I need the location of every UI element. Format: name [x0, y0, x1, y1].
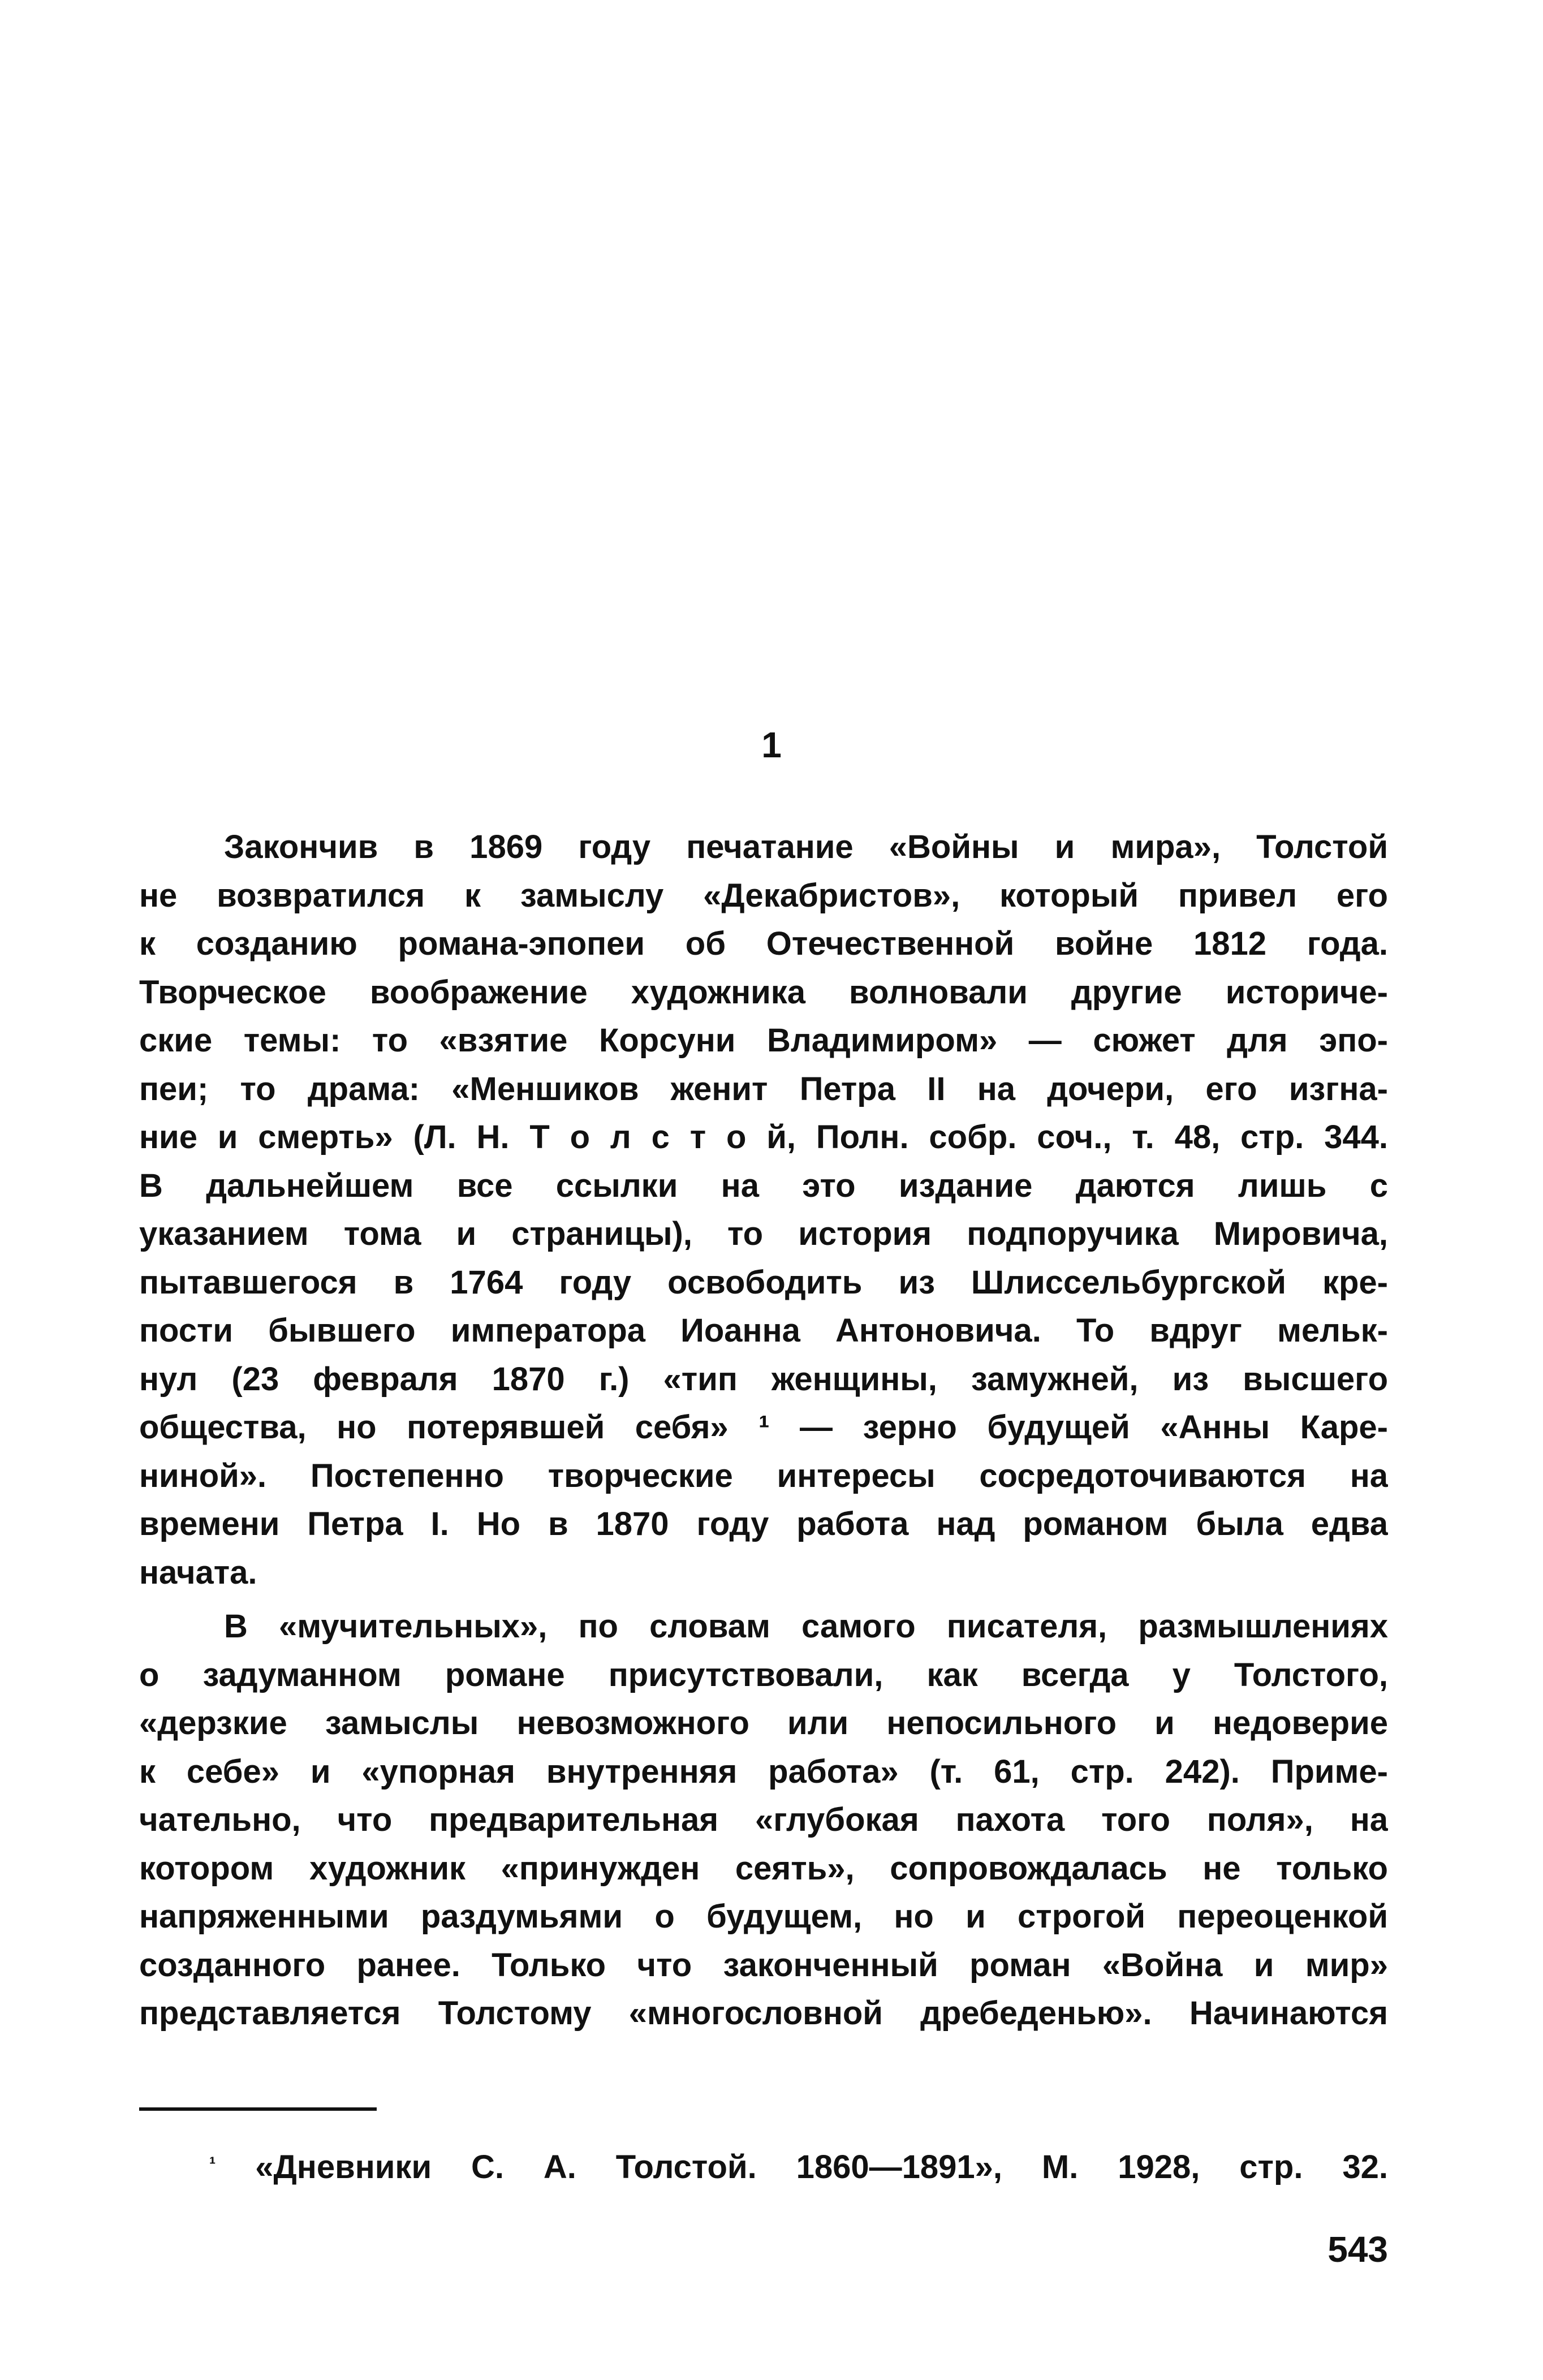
chapter-number: 1 [761, 725, 782, 765]
footnote-text: «Дневники С. А. Толстой. 1860—1891», М. 1928, стр. 32. [255, 2149, 1388, 2185]
paragraph-2-line: «дерзкие замыслы невозможного или непосильного и недоверие [139, 1705, 1388, 1741]
paragraph-2-line: котором художник «принужден сеять», сопровождалась не только [139, 1849, 1388, 1887]
paragraph-2-line: о задуманном романе присутствовали, как всегда у Толстого, [139, 1656, 1388, 1693]
footnote-marker: ¹ [209, 2153, 216, 2175]
paragraph-1-line: Закончив в 1869 году печатание «Войны и мира», Толстой [224, 829, 1388, 865]
paragraph-1-line: времени Петра I. Но в 1870 году работа над романом была едва [139, 1506, 1388, 1542]
footnote-divider [139, 2107, 377, 2111]
paragraph-gap [139, 1597, 1388, 1602]
paragraph-2-line: чательно, что предварительная «глубокая пахота того поля», на [139, 1801, 1388, 1838]
body-text [139, 823, 1388, 2038]
paragraph-1-line: не возвратился к замыслу «Декабристов», который привел его [139, 877, 1388, 914]
paragraph-1-line: нул (23 февраля 1870 г.) «тип женщины, замужней, из высшего [139, 1360, 1388, 1398]
paragraph-1-line: к созданию романа-эпопеи об Отечественной войне 1812 года. [139, 925, 1388, 962]
paragraph-2-line: представляется Толстому «многословной дребеденью». Начинаются [139, 1995, 1388, 2032]
paragraph-1-line: ские темы: то «взятие Корсуни Владимиром» — сюжет для эпо- [139, 1022, 1388, 1059]
paragraph-2-line: к себе» и «упорная внутренняя работа» (т. 61, стр. 242). Приме- [139, 1753, 1388, 1790]
paragraph-1-line: указанием тома и страницы), то история подпоручика Мировича, [139, 1215, 1388, 1252]
paragraph-1-line: Творческое воображение художника волновали другие историче- [139, 973, 1388, 1011]
paragraph-1-line: ние и смерть» (Л. Н. Т о л с т о й, Полн. собр. соч., т. 48, стр. 344. [139, 1119, 1388, 1155]
paragraph-2-line: созданного ранее. Только что законченный роман «Война и мир» [139, 1946, 1388, 1984]
paragraph-1-line: начата. [139, 1554, 257, 1591]
footnote [209, 2145, 1388, 2190]
page-number: 543 [1328, 2229, 1388, 2270]
paragraph-2-line: В «мучительных», по словам самого писателя, размышлениях [224, 1608, 1388, 1645]
paragraph-1-line: пытавшегося в 1764 году освободить из Шлиссельбургской кре- [139, 1264, 1388, 1301]
paragraph-1-line: В дальнейшем все ссылки на это издание даются лишь с [139, 1167, 1388, 1204]
paragraph-2-line: напряженными раздумьями о будущем, но и строгой переоценкой [139, 1898, 1388, 1935]
paragraph-1-line: ниной». Постепенно творческие интересы сосредоточиваются на [139, 1457, 1388, 1494]
paragraph-1-line: общества, но потерявшей себя» ¹ — зерно будущей «Анны Каре- [139, 1409, 1388, 1446]
paragraph-1-line: пеи; то драма: «Меншиков женит Петра II на дочери, его изгна- [139, 1070, 1388, 1107]
paragraph-1-line: пости бывшего императора Иоанна Антоновича. То вдруг мельк- [139, 1312, 1388, 1349]
